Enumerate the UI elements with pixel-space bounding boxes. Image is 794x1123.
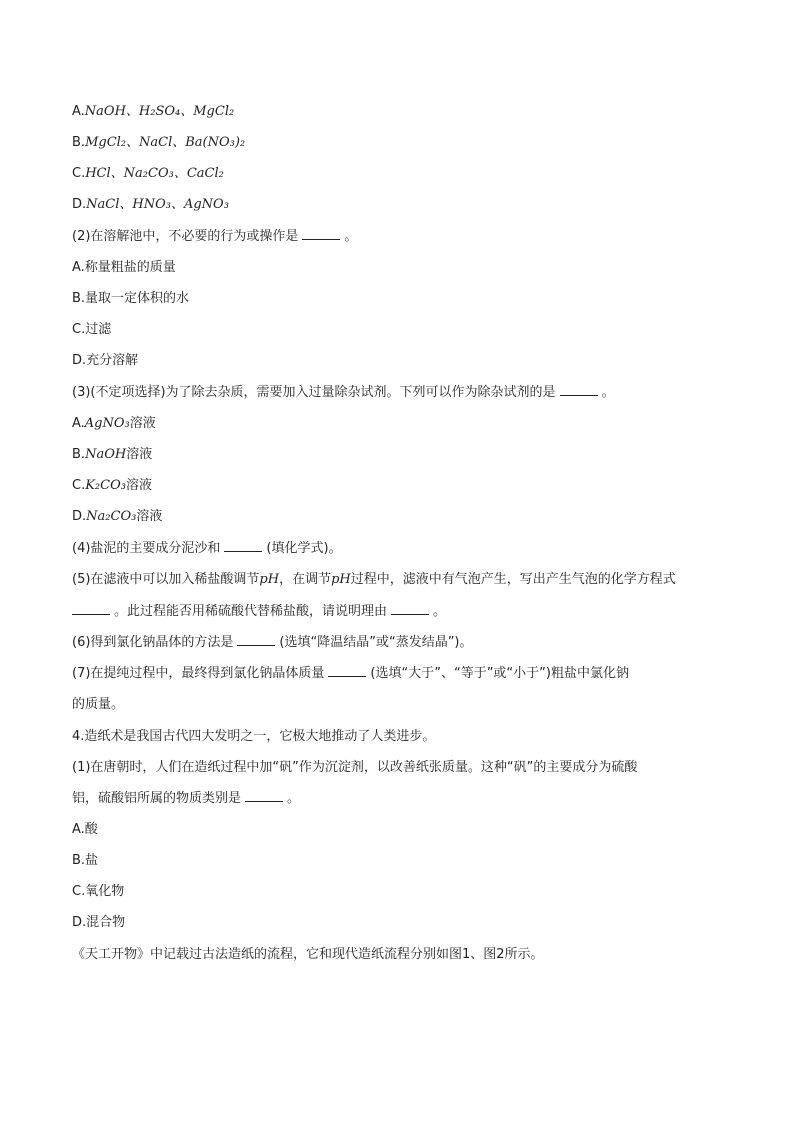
option-label: A.: [72, 104, 85, 119]
stem-text: 。: [433, 604, 447, 619]
stem-text: (选填“大于”、“等于”或“小于”)粗盐中氯化钠: [370, 666, 629, 681]
q3-option-c: [72, 164, 722, 184]
answer-blank[interactable]: [72, 602, 110, 615]
q3-sub2-stem: [72, 227, 722, 247]
formula: MgCl₂、NaCl、Ba(NO₃)₂: [85, 135, 246, 150]
q3-sub4-stem: [72, 539, 722, 559]
q3-option-b: [72, 133, 722, 153]
option-label: C.: [72, 166, 86, 181]
answer-blank[interactable]: [560, 383, 598, 396]
stem-text: (填化学式)。: [266, 541, 342, 556]
ph-term: pH: [331, 572, 351, 587]
q3-sub3-stem: [72, 383, 722, 403]
stem-text: 。: [601, 385, 615, 400]
q4-sub1-option-a: A.酸: [72, 822, 98, 837]
stem-text: (3)(不定项选择)为了除去杂质，需要加入过量除杂试剂。下列可以作为除杂试剂的是: [72, 385, 556, 400]
stem-text: (4)盐泥的主要成分泥沙和: [72, 541, 221, 556]
option-suffix: 溶液: [136, 509, 163, 524]
formula: K₂CO₃: [85, 478, 126, 493]
q3-sub7-line2: 的质量。: [72, 697, 125, 712]
stem-text: (7)在提纯过程中，最终得到氯化钠晶体质量: [72, 666, 325, 681]
q3-sub3-option-d: [72, 507, 722, 527]
option-label: D.: [72, 197, 87, 212]
q3-sub5-line1: [72, 570, 722, 590]
option-label: C.: [72, 478, 86, 493]
ph-term: pH: [259, 572, 280, 587]
formula: NaOH、H₂SO₄、MgCl₂: [84, 104, 235, 119]
answer-blank[interactable]: [328, 664, 366, 677]
q4-tail-text: 《天工开物》中记载过古法造纸的流程，它和现代造纸流程分别如图1、图2所示。: [72, 947, 544, 962]
q3-sub5-line2: [72, 602, 722, 622]
stem-text: 过程中，滤液中有气泡产生，写出产生气泡的化学方程式: [350, 572, 676, 587]
stem-text: 。: [287, 791, 301, 806]
q3-sub2-option-c: C.过滤: [72, 322, 112, 337]
formula: Na₂CO₃: [86, 509, 137, 524]
formula: NaCl、HNO₃、AgNO₃: [86, 197, 229, 212]
q4-sub1-option-c: C.氧化物: [72, 884, 125, 899]
stem-text: 。: [344, 229, 358, 244]
q3-option-a: [72, 102, 722, 122]
q3-sub2-option-b: B.量取一定体积的水: [72, 291, 190, 306]
option-label: B.: [72, 135, 86, 150]
answer-blank[interactable]: [237, 633, 275, 646]
q3-sub6-stem: [72, 633, 722, 653]
formula: HCl、Na₂CO₃、CaCl₂: [85, 166, 224, 181]
stem-text: ，在调节: [279, 572, 332, 587]
stem-text: (2)在溶解池中，不必要的行为或操作是: [72, 229, 299, 244]
stem-text: (6)得到氯化钠晶体的方法是: [72, 635, 234, 650]
q4-sub1-option-b: B.盐: [72, 853, 99, 868]
formula: NaOH: [85, 447, 127, 462]
q3-sub3-option-c: [72, 476, 722, 496]
answer-blank[interactable]: [391, 602, 429, 615]
option-label: B.: [72, 447, 86, 462]
stem-text: 。此过程能否用稀硫酸代替稀盐酸，请说明理由: [114, 604, 388, 619]
option-suffix: 溶液: [126, 447, 153, 462]
stem-text: (5)在滤液中可以加入稀盐酸调节: [72, 572, 260, 587]
answer-blank[interactable]: [224, 539, 262, 552]
stem-text: 铝，硫酸铝所属的物质类别是: [72, 791, 242, 806]
q3-sub7-line1: [72, 664, 722, 684]
q3-sub2-option-d: D.充分溶解: [72, 353, 139, 368]
option-label: A.: [72, 416, 85, 431]
answer-blank[interactable]: [245, 789, 283, 802]
q3-option-d: [72, 195, 722, 215]
q3-sub3-option-a: [72, 414, 722, 434]
option-suffix: 溶液: [129, 416, 156, 431]
answer-blank[interactable]: [302, 227, 340, 240]
q4-title: 4.造纸术是我国古代四大发明之一，它极大地推动了人类进步。: [72, 729, 436, 744]
q4-sub1-line2: [72, 789, 722, 809]
option-label: D.: [72, 509, 87, 524]
formula: AgNO₃: [84, 416, 130, 431]
stem-text: (选填“降温结晶”或“蒸发结晶”)。: [279, 635, 473, 650]
q4-sub1-option-d: D.混合物: [72, 915, 126, 930]
q3-sub2-option-a: A.称量粗盐的质量: [72, 260, 176, 275]
q4-sub1-line1: (1)在唐朝时，人们在造纸过程中加“矾”作为沉淀剂，以改善纸张质量。这种“矾”的主要成分为硫酸: [72, 760, 638, 775]
q3-sub3-option-b: [72, 445, 722, 465]
option-suffix: 溶液: [125, 478, 152, 493]
